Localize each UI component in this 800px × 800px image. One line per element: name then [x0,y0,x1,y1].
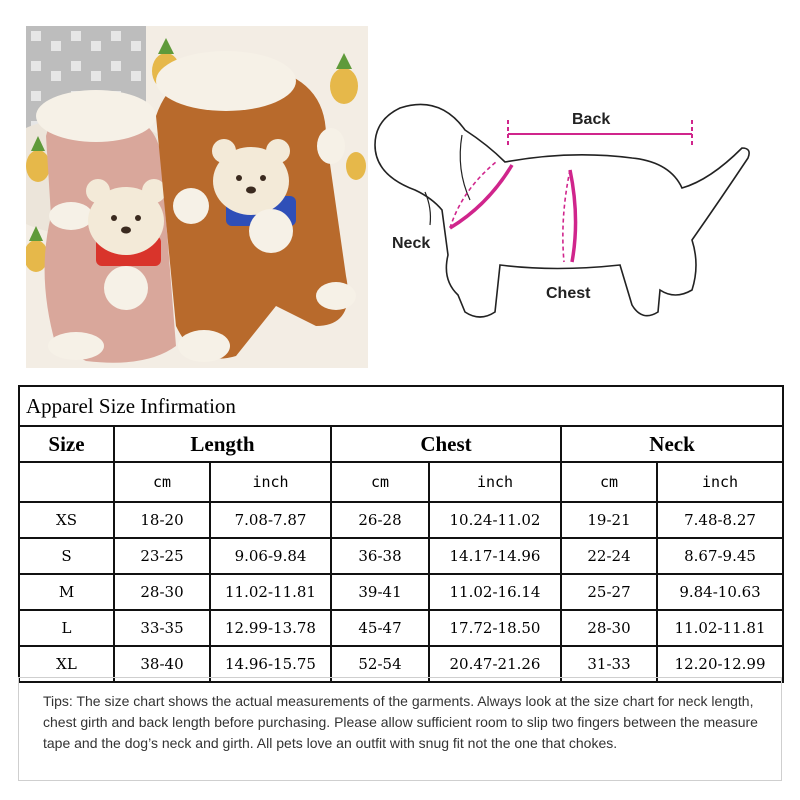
table-cell: 14.96-15.75 [210,646,331,682]
table-cell: 7.08-7.87 [210,502,331,538]
size-table [18,385,784,683]
table-cell: 19-21 [561,502,657,538]
unit-cell: inch [657,462,783,502]
table-cell: 39-41 [331,574,429,610]
table-cell: 7.48-8.27 [657,502,783,538]
table-cell: 38-40 [114,646,210,682]
table-cell: 9.06-9.84 [210,538,331,574]
table-cell: 20.47-21.26 [429,646,561,682]
table-cell: 17.72-18.50 [429,610,561,646]
table-cell: 9.84-10.63 [657,574,783,610]
table-cell: 45-47 [331,610,429,646]
header-chest: Chest [331,426,561,462]
table-row [19,574,783,610]
table-title: Apparel Size Infirmation [19,386,783,426]
unit-cell: inch [210,462,331,502]
header-size: Size [19,426,114,462]
back-label: Back [572,111,611,128]
table-cell: 11.02-11.81 [210,574,331,610]
table-cell: 28-30 [114,574,210,610]
table-cell: 11.02-16.14 [429,574,561,610]
table-cell: 23-25 [114,538,210,574]
table-cell: 8.67-9.45 [657,538,783,574]
table-unit-row [19,462,783,502]
tips-text: Tips: The size chart shows the actual measurements of the garments. Always look at the size chart for neck length, chest girth and back length before purchasing. Please allow sufficient room to slip two fingers between the measure tape and the dog’s neck and girth. All pets love an outfit with snug fit not the one that chokes. [43,693,758,751]
table-cell: 12.20-12.99 [657,646,783,682]
header-neck: Neck [561,426,783,462]
unit-cell: cm [331,462,429,502]
table-row [19,610,783,646]
size-label: S [19,538,114,574]
unit-cell: cm [561,462,657,502]
table-cell: 25-27 [561,574,657,610]
product-photo [26,26,368,368]
size-label: L [19,610,114,646]
table-cell: 22-24 [561,538,657,574]
table-cell: 33-35 [114,610,210,646]
dog-measurement-diagram [370,90,790,390]
table-cell: 12.99-13.78 [210,610,331,646]
size-label: XS [19,502,114,538]
table-cell: 10.24-11.02 [429,502,561,538]
unit-cell: cm [114,462,210,502]
size-label: M [19,574,114,610]
size-label: XL [19,646,114,682]
unit-cell: inch [429,462,561,502]
table-cell: 28-30 [561,610,657,646]
table-cell: 36-38 [331,538,429,574]
table-title-row [19,386,783,426]
table-header-row [19,426,783,462]
chest-label: Chest [546,285,591,302]
neck-measure-line [450,162,512,228]
neck-label: Neck [392,235,431,252]
table-cell: 31-33 [561,646,657,682]
table-row [19,502,783,538]
table-row [19,538,783,574]
table-cell: 18-20 [114,502,210,538]
product-photo-illustration [26,26,368,368]
table-cell: 26-28 [331,502,429,538]
header-length: Length [114,426,331,462]
tips-box [18,677,782,781]
unit-blank [19,462,114,502]
table-cell: 11.02-11.81 [657,610,783,646]
chest-measure-line [563,170,576,262]
table-cell: 14.17-14.96 [429,538,561,574]
table-cell: 52-54 [331,646,429,682]
